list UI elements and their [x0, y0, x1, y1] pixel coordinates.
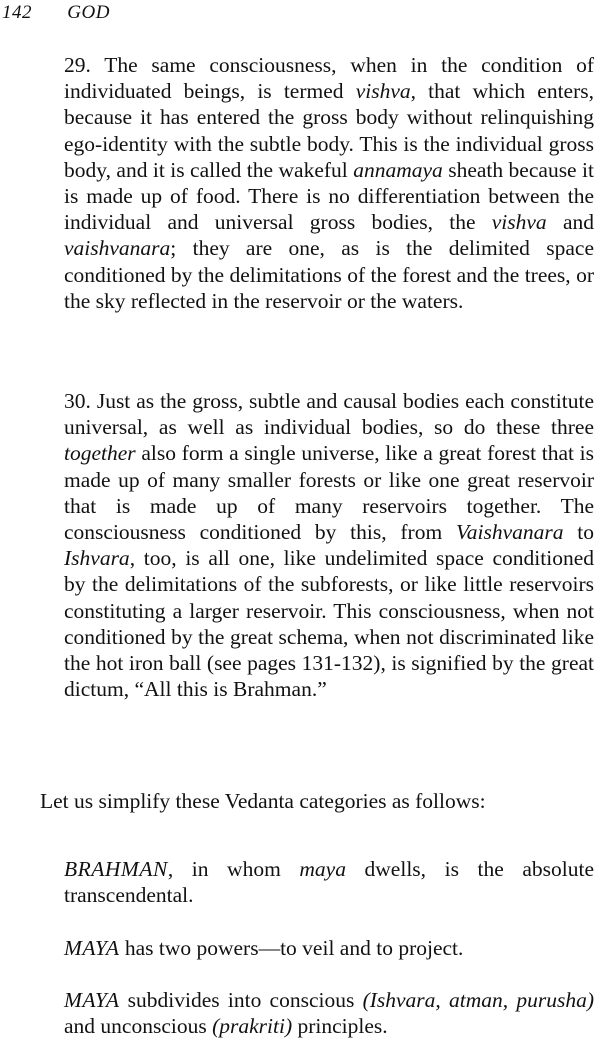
text-span: and [546, 210, 594, 235]
text-span: 30. Just as the gross, subtle and causal bodies each constitute universal, as well as individual bodies, so do these three [64, 389, 594, 440]
text-span: principles. [292, 1014, 388, 1039]
paragraph-29 [64, 52, 594, 314]
term-vaishvanara: Vaishvanara [455, 520, 564, 545]
text-span: ; they are one, as is the delimited space conditioned by the delimitations of the forest and the trees, or the sky reflected in the reservoir or the waters. [64, 236, 594, 313]
text-span: , that which enters, because it has entered the gross body without relinquishing ego-identity with the subtle body. This is the individual gross body, and it is called the wakeful [64, 79, 594, 182]
text-span: dwells, is the absolute transcendental. [64, 857, 594, 908]
text-span: sheath because it is made up of food. There is no differentiation between the individual and universal gross bodies, the [64, 157, 594, 235]
paragraph-30 [64, 388, 594, 702]
page-number: 142 [2, 2, 32, 23]
term-brahman: BRAHMAN [64, 857, 168, 881]
term-vishva: vishva [355, 79, 411, 104]
category-brahman [64, 856, 594, 908]
term-together: together [64, 441, 136, 466]
term-ishvara: Ishvara [64, 546, 130, 571]
lead-sentence: Let us simplify these Vedanta categories as follows: [40, 789, 486, 813]
text-span: has two powers—to veil and to project. [119, 936, 464, 960]
text-span: subdivides into conscious [119, 988, 363, 1012]
term-maya-heading: MAYA [64, 936, 120, 960]
text-span: 29. The same consciousness, when in the condition of individuated beings, is termed [64, 53, 594, 104]
term-maya-heading: MAYA [64, 988, 120, 1012]
term-maya: maya [299, 857, 346, 881]
text-span: , in whom [167, 857, 300, 881]
term-conscious-principles: (Ishvara, atman, purusha) [362, 988, 594, 1012]
page-header [2, 2, 110, 24]
text-span: and unconscious [64, 1014, 213, 1039]
running-title: GOD [67, 2, 110, 23]
text-span: , too, is all one, like undelimited space conditioned by the delimitations of the subforests, or like little reservoirs constituting a larger reservoir. This consciousness, when not conditioned by the great schema, when not discriminated like the hot iron ball (see pages 131-132), is signified by the great dictum, “All this is Brahman.” [64, 546, 594, 702]
category-maya-subdivisions [64, 987, 594, 1039]
text-span: also form a single universe, like a great forest that is made up of many smaller forests or like one great reservoir that is made up of many reservoirs together. The consciousness conditioned by this, from [64, 441, 594, 545]
term-annamaya: annamaya [353, 157, 443, 182]
term-vaishvanara: vaishvanara [64, 236, 171, 261]
term-vishva: vishva [491, 210, 547, 235]
term-prakriti: (prakriti) [212, 1014, 293, 1039]
category-maya-powers [64, 935, 594, 961]
text-span: to [563, 520, 594, 545]
